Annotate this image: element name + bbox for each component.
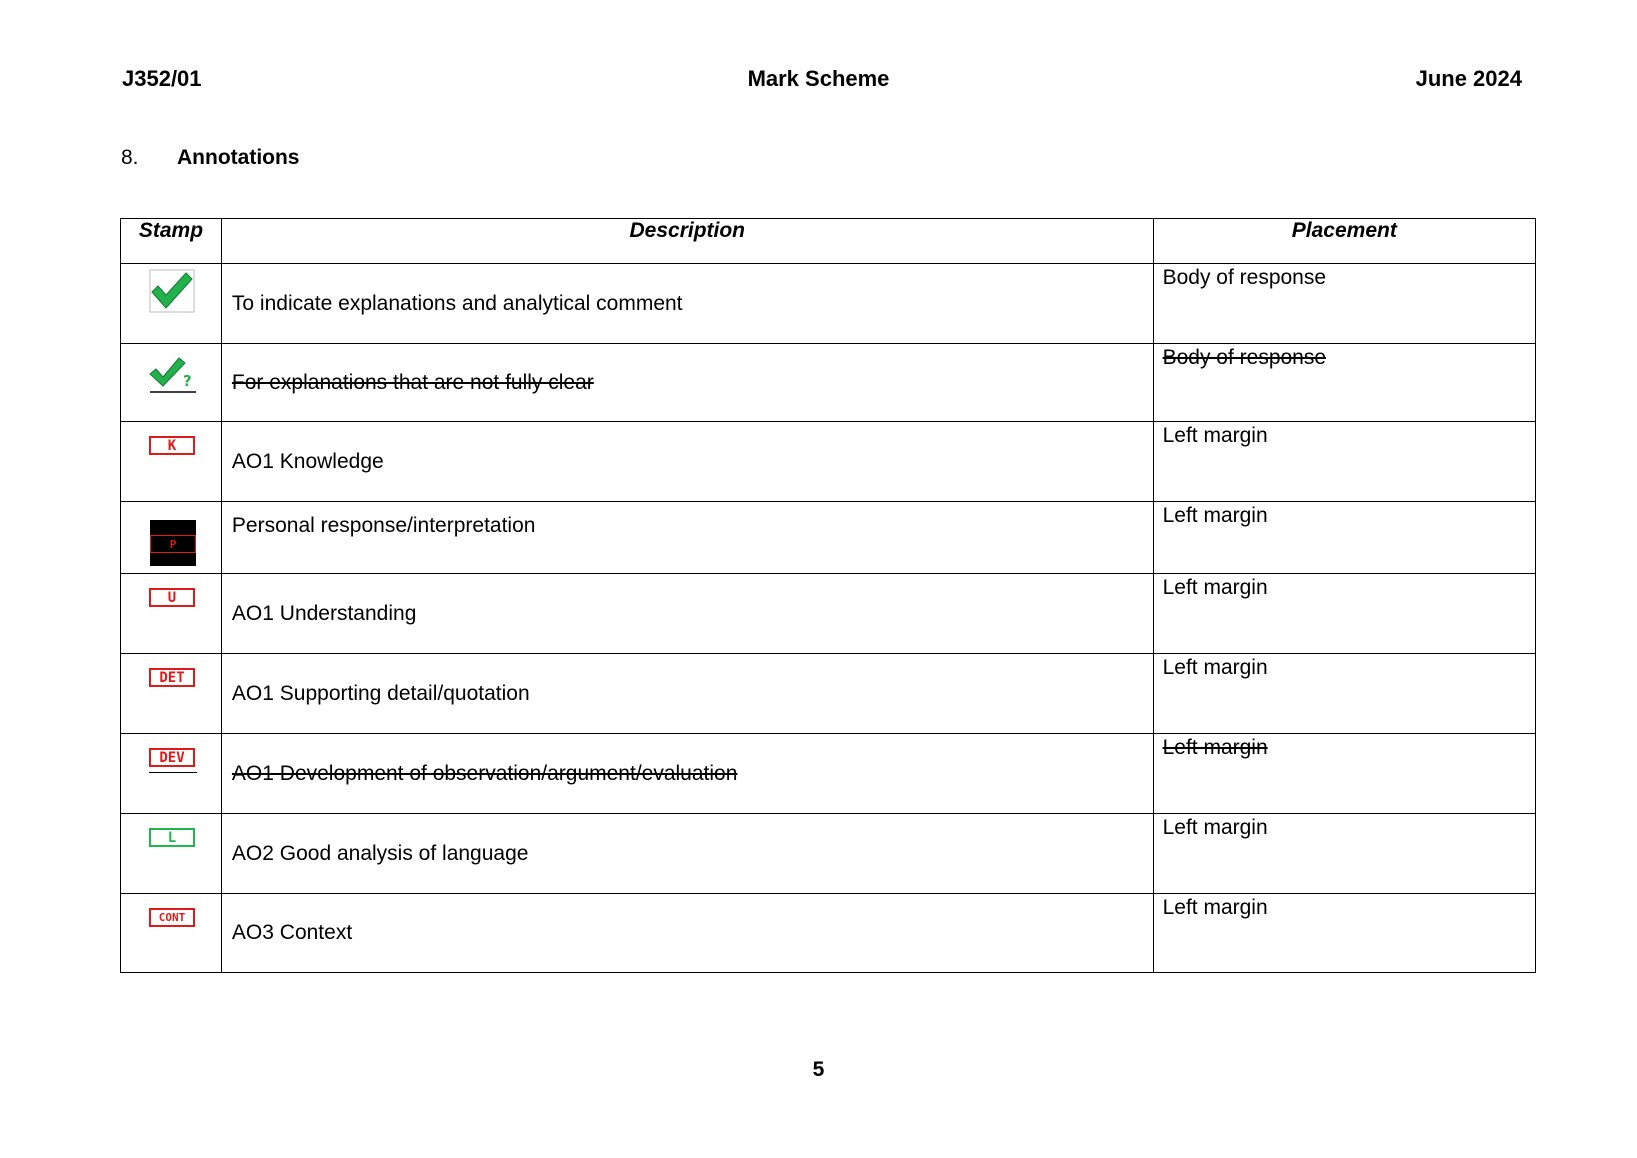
stamp-cell: [121, 654, 222, 734]
knowledge-stamp-icon: K: [149, 436, 195, 455]
tick-question-icon: [148, 350, 196, 398]
table-row: [121, 264, 1536, 344]
understanding-stamp-icon: U: [149, 588, 195, 607]
column-header-stamp: Stamp: [121, 219, 222, 264]
placement-cell: Left margin: [1153, 894, 1535, 973]
description-cell: To indicate explanations and analytical comment: [221, 264, 1153, 344]
language-stamp-icon: L: [149, 828, 195, 847]
document-date: June 2024: [1415, 66, 1522, 91]
stamp-cell: [121, 502, 222, 574]
description-cell: AO3 Context: [221, 894, 1153, 973]
placement-cell: Left margin: [1153, 422, 1535, 502]
stamp-cell: [121, 422, 222, 502]
placement-cell: Body of response: [1153, 264, 1535, 344]
document-code: J352/01: [122, 66, 202, 91]
placement-cell: Left margin: [1153, 814, 1535, 894]
document-title: Mark Scheme: [747, 66, 890, 91]
stamp-cell: [121, 344, 222, 422]
stamp-cell: [121, 814, 222, 894]
detail-stamp-icon: DET: [149, 668, 195, 687]
placement-cell: Left margin: [1153, 502, 1535, 574]
placement-cell: Body of response: [1153, 344, 1535, 422]
table-row: [121, 422, 1536, 502]
table-row: [121, 344, 1536, 422]
stamp-cell: [121, 264, 222, 344]
stamp-underline: [149, 772, 197, 773]
table-header-row: [121, 219, 1536, 264]
tick-icon: [148, 268, 196, 316]
column-header-description: Description: [221, 219, 1153, 264]
personal-response-stamp-label: P: [150, 535, 196, 553]
personal-response-stamp-icon: [150, 520, 196, 566]
column-header-placement: Placement: [1153, 219, 1535, 264]
stamp-cell: [121, 734, 222, 814]
table-row: [121, 814, 1536, 894]
description-cell: AO1 Understanding: [221, 574, 1153, 654]
annotations-table: [120, 218, 1536, 973]
table-row: [121, 502, 1536, 574]
development-stamp-icon: DEV: [149, 748, 195, 767]
stamp-cell: [121, 894, 222, 973]
placement-cell: Left margin: [1153, 574, 1535, 654]
description-cell: For explanations that are not fully clear: [221, 344, 1153, 422]
description-cell: AO1 Knowledge: [221, 422, 1153, 502]
description-cell: AO1 Supporting detail/quotation: [221, 654, 1153, 734]
section-heading: [121, 146, 299, 170]
context-stamp-icon: CONT: [149, 908, 195, 927]
section-number: 8.: [121, 146, 139, 169]
table-row: [121, 654, 1536, 734]
svg-text:?: ?: [183, 372, 192, 390]
table-row: [121, 894, 1536, 973]
section-title: Annotations: [177, 146, 300, 169]
description-cell: AO2 Good analysis of language: [221, 814, 1153, 894]
placement-cell: Left margin: [1153, 654, 1535, 734]
table-row: [121, 734, 1536, 814]
description-cell: AO1 Development of observation/argument/evaluation: [221, 734, 1153, 814]
table-row: [121, 574, 1536, 654]
description-cell: Personal response/interpretation: [221, 502, 1153, 574]
placement-cell: Left margin: [1153, 734, 1535, 814]
stamp-cell: [121, 574, 222, 654]
page-number: 5: [812, 1058, 825, 1081]
